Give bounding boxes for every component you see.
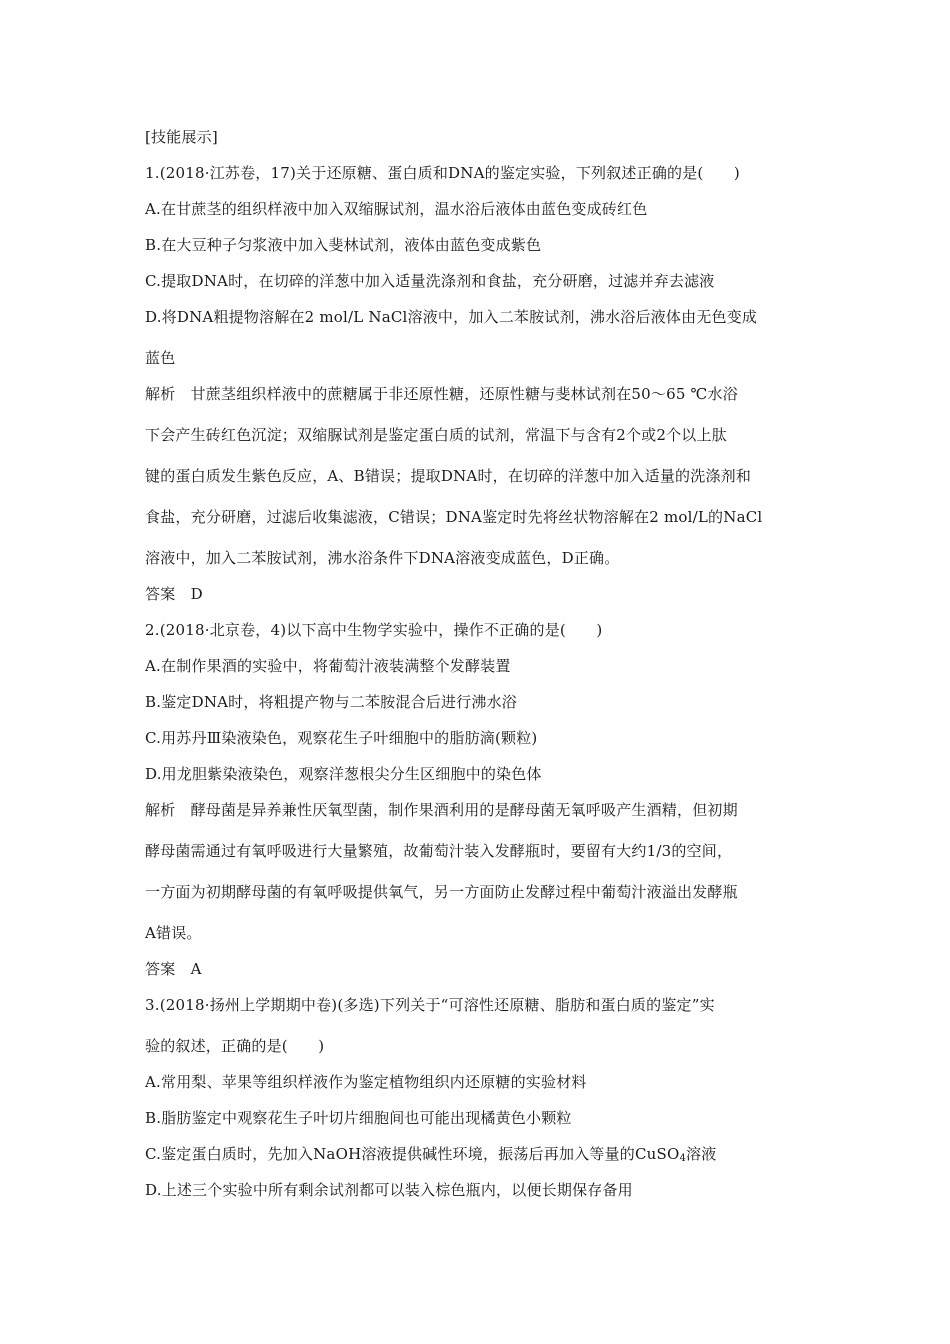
q1-option-c: C.提取DNA时，在切碎的洋葱中加入适量洗涤剂和食盐，充分研磨，过滤并弃去滤液 bbox=[145, 272, 715, 290]
q2-option-a: A.在制作果酒的实验中，将葡萄汁液装满整个发酵装置 bbox=[145, 657, 511, 675]
q2-option-b: B.鉴定DNA时，将粗提产物与二苯胺混合后进行沸水浴 bbox=[145, 693, 517, 711]
q2-option-d: D.用龙胆紫染液染色，观察洋葱根尖分生区细胞中的染色体 bbox=[145, 765, 542, 783]
q1-option-a: A.在甘蔗茎的组织样液中加入双缩脲试剂，温水浴后液体由蓝色变成砖红色 bbox=[145, 200, 648, 218]
q3-option-d: D.上述三个实验中所有剩余试剂都可以装入棕色瓶内，以便长期保存备用 bbox=[145, 1181, 633, 1199]
q3-option-c bbox=[145, 1144, 716, 1169]
q1-analysis-line5: 溶液中，加入二苯胺试剂，沸水浴条件下DNA溶液变成蓝色，D正确。 bbox=[145, 549, 620, 567]
section-title: [技能展示] bbox=[145, 128, 218, 146]
q1-analysis-line1: 解析 甘蔗茎组织样液中的蔗糖属于非还原性糖，还原性糖与斐林试剂在50～65 ℃水浴 bbox=[145, 385, 738, 403]
q3-option-c-suffix: 溶液 bbox=[686, 1145, 717, 1163]
q1-option-d-line1: D.将DNA粗提物溶解在2 mol/L NaCl溶液中，加入二苯胺试剂，沸水浴后液体由无色变成 bbox=[145, 308, 758, 326]
q2-analysis-line1: 解析 酵母菌是异养兼性厌氧型菌，制作果酒利用的是酵母菌无氧呼吸产生酒精，但初期 bbox=[145, 801, 738, 819]
q3-option-b: B.脂肪鉴定中观察花生子叶切片细胞间也可能出现橘黄色小颗粒 bbox=[145, 1109, 572, 1127]
q1-answer: 答案 D bbox=[145, 585, 203, 603]
q1-analysis-line3: 键的蛋白质发生紫色反应，A、B错误；提取DNA时，在切碎的洋葱中加入适量的洗涤剂和 bbox=[145, 467, 752, 485]
q2-answer: 答案 A bbox=[145, 960, 202, 978]
q2-analysis-line3: 一方面为初期酵母菌的有氧呼吸提供氧气，另一方面防止发酵过程中葡萄汁液溢出发酵瓶 bbox=[145, 883, 738, 901]
q2-analysis-line4: A错误。 bbox=[145, 924, 202, 942]
q2-option-c: C.用苏丹Ⅲ染液染色，观察花生子叶细胞中的脂肪滴(颗粒) bbox=[145, 729, 538, 747]
q1-stem: 1.(2018·江苏卷，17)关于还原糖、蛋白质和DNA的鉴定实验，下列叙述正确的是( ) bbox=[145, 164, 740, 182]
q1-option-d-line2: 蓝色 bbox=[145, 349, 176, 367]
q1-analysis-line4: 食盐，充分研磨，过滤后收集滤液，C错误；DNA鉴定时先将丝状物溶解在2 mol/L的NaCl bbox=[145, 508, 763, 526]
q3-option-c-prefix: C.鉴定蛋白质时，先加入NaOH溶液提供碱性环境，振荡后再加入等量的CuSO bbox=[145, 1145, 680, 1163]
q3-option-a: A.常用梨、苹果等组织样液作为鉴定植物组织内还原糖的实验材料 bbox=[145, 1073, 587, 1091]
q3-option-c-subscript: 4 bbox=[679, 1153, 687, 1164]
q2-stem: 2.(2018·北京卷，4)以下高中生物学实验中，操作不正确的是( ) bbox=[145, 621, 603, 639]
q3-stem-line1: 3.(2018·扬州上学期期中卷)(多选)下列关于“可溶性还原糖、脂肪和蛋白质的鉴定”实 bbox=[145, 996, 715, 1014]
q1-analysis-line2: 下会产生砖红色沉淀；双缩脲试剂是鉴定蛋白质的试剂，常温下与含有2个或2个以上肽 bbox=[145, 426, 727, 444]
q2-analysis-line2: 酵母菌需通过有氧呼吸进行大量繁殖，故葡萄汁装入发酵瓶时，要留有大约1/3的空间， bbox=[145, 842, 733, 860]
q1-option-b: B.在大豆种子匀浆液中加入斐林试剂，液体由蓝色变成紫色 bbox=[145, 236, 542, 254]
q3-stem-line2: 验的叙述，正确的是( ) bbox=[145, 1037, 325, 1055]
